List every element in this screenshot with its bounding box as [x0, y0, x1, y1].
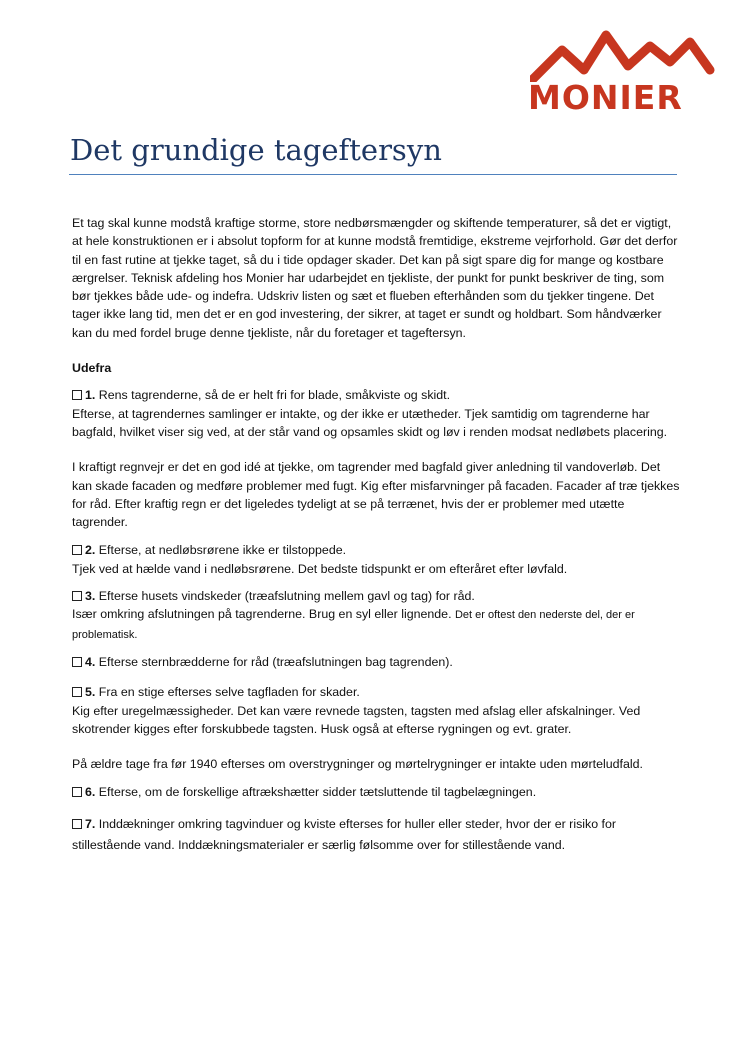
- item-number: 7.: [85, 816, 96, 831]
- document-body: [72, 214, 682, 865]
- item-number: 4.: [85, 654, 96, 669]
- section-heading: Udefra: [72, 361, 112, 376]
- item-number: 1.: [85, 388, 96, 403]
- item-body: Efterse, at tagrendernes samlinger er intakte, og der ikke er utætheder. Tjek samtidig om tagrenderne har bagfald, hvilket viser sig ved, at der står vand og opsamles skidt og løv i renden modsat nedløbets placering.: [72, 406, 668, 439]
- item-title: Efterse husets vindskeder (træafslutning mellem gavl og tag) for råd.: [98, 589, 475, 604]
- item-body: Tjek ved at hælde vand i nedløbsrørene. Det bedste tidspunkt er om efteråret efter løvfald.: [72, 561, 568, 576]
- item-body: Især omkring afslutningen på tagrenderne. Brug en syl eller lignende. Det er oftest den nederste del, der er problematisk.: [72, 607, 635, 641]
- item-extra: I kraftigt regnvejr er det en god idé at tjekke, om tagrender med bagfald giver anledning til vandoverløb. Det kan skade facaden og medføre problemer med fugt. Kig efter misfarvninger på facaden. Facader af træ tjekkes for råd. Efter kraftig regn er det ligeledes tydeligt at se på terrænet, hvis der er problemer med utætte tagrender.: [72, 460, 680, 530]
- checklist-item-1: [72, 386, 682, 531]
- intro-paragraph: Et tag skal kunne modstå kraftige storme, store nedbørsmængder og skiftende temperaturer, så det er vigtigt, at hele konstruktionen er i absolut topform for at kunne modstå fremtidige, ekstreme vejrforhold. Gør det derfor til en fast rutine at tjekke taget, så du i tide opdager skader. Det kan på sigt spare dig for mange og kostbare ærgrelser. Teknisk afdeling hos Monier har udarbejdet en tjekliste, der punkt for punkt beskriver de ting, som bør tjekkes både ude- og indefra. Udskriv listen og sæt et flueben efterhånden som du tjekker tingene. Det tager ikke lang tid, men det er en god investering, der sikrer, at taget er sundt og holdbart. Som håndværker kan du med fordel bruge denne tjekliste, når du foretager et tageftersyn.: [72, 216, 678, 340]
- checklist-item-6: [72, 783, 682, 801]
- checkbox-1[interactable]: [72, 390, 82, 400]
- checklist-item-4: [72, 653, 682, 671]
- brand-name: MONIER: [528, 78, 683, 117]
- checklist-item-5: [72, 683, 682, 773]
- item-title: Efterse sternbrædderne for råd (træafslutningen bag tagrenden).: [98, 654, 453, 669]
- checkbox-4[interactable]: [72, 657, 82, 667]
- checkbox-7[interactable]: [72, 819, 82, 829]
- item-extra: På ældre tage fra før 1940 efterses om overstrygninger og mørtelrygninger er intakte uden mørteludfald.: [72, 757, 643, 772]
- monier-wave-icon: [530, 30, 716, 82]
- item-title: Efterse, at nedløbsrørene ikke er tilstoppede.: [98, 543, 347, 558]
- checkbox-5[interactable]: [72, 687, 82, 697]
- item-number: 6.: [85, 785, 96, 800]
- title-divider: [69, 174, 677, 175]
- checklist-item-7: [72, 814, 682, 856]
- item-title: Inddækninger omkring tagvinduer og kviste efterses for huller eller steder, hvor der er risiko for stillestående vand. Inddækningsmaterialer er særlig følsomme over for stillestående vand.: [72, 816, 617, 852]
- item-title: Rens tagrenderne, så de er helt fri for blade, småkviste og skidt.: [98, 388, 451, 403]
- page-title: Det grundige tageftersyn: [70, 133, 442, 167]
- item-number: 2.: [85, 543, 96, 558]
- checkbox-6[interactable]: [72, 787, 82, 797]
- checkbox-2[interactable]: [72, 545, 82, 555]
- item-title: Efterse, om de forskellige aftrækshætter sidder tætsluttende til tagbelægningen.: [98, 785, 537, 800]
- checklist-item-3: [72, 587, 682, 644]
- item-number: 3.: [85, 589, 96, 604]
- checkbox-3[interactable]: [72, 591, 82, 601]
- item-number: 5.: [85, 685, 96, 700]
- item-body: Kig efter uregelmæssigheder. Det kan være revnede tagsten, tagsten med afslag eller afskalninger. Ved skotrender kigges efter forskubbede tagsten. Husk også at efterse rygningen og evt. grater.: [72, 703, 641, 736]
- item-title: Fra en stige efterses selve tagfladen for skader.: [98, 685, 360, 700]
- item-note: Det er oftest den nederste del, der er problematisk.: [72, 609, 635, 641]
- checklist-item-2: [72, 541, 682, 578]
- monier-logo: [526, 30, 716, 116]
